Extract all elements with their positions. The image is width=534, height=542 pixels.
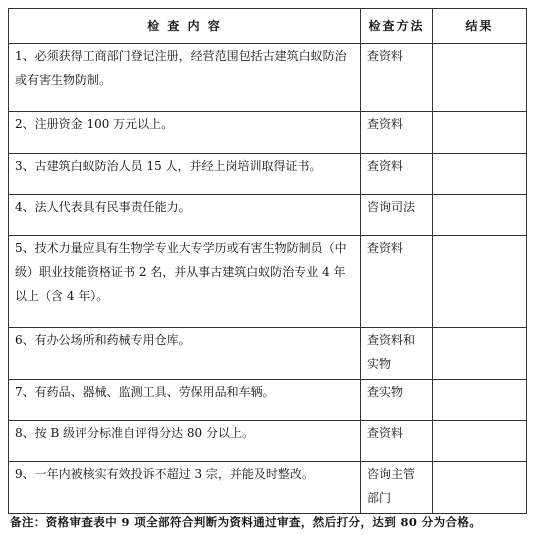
row-method: 查资料	[361, 44, 433, 112]
header-method: 检查方法	[361, 9, 433, 44]
table-row	[9, 112, 527, 154]
row-result	[433, 380, 527, 421]
row-result	[433, 112, 527, 154]
table-header-row	[9, 9, 527, 44]
row-method: 查资料	[361, 236, 433, 328]
table-row	[9, 195, 527, 236]
row-content: 3、古建筑白蚁防治人员 15 人，并经上岗培训取得证书。	[9, 154, 361, 195]
row-result	[433, 44, 527, 112]
table-row	[9, 380, 527, 421]
row-method: 查资料和实物	[361, 328, 433, 380]
row-content: 6、有办公场所和药械专用仓库。	[9, 328, 361, 380]
row-content: 4、法人代表具有民事责任能力。	[9, 195, 361, 236]
table-row	[9, 154, 527, 195]
inspection-table	[8, 8, 527, 514]
row-content: 7、有药品、器械、监测工具、劳保用品和车辆。	[9, 380, 361, 421]
table-row	[9, 236, 527, 328]
row-result	[433, 154, 527, 195]
row-result	[433, 328, 527, 380]
table-row	[9, 328, 527, 380]
header-result: 结果	[433, 9, 527, 44]
row-content: 1、必须获得工商部门登记注册，经营范围包括古建筑白蚁防治或有害生物防制。	[9, 44, 361, 112]
header-content: 检 查 内 容	[9, 9, 361, 44]
row-method: 查资料	[361, 154, 433, 195]
footnote: 备注：资格审查表中 9 项全部符合判断为资料通过审查，然后打分，达到 80 分为合格。	[10, 515, 482, 529]
row-content: 2、注册资金 100 万元以上。	[9, 112, 361, 154]
row-method: 查资料	[361, 112, 433, 154]
row-result	[433, 462, 527, 514]
row-method: 查资料	[361, 421, 433, 462]
row-content: 5、技术力量应具有生物学专业大专学历或有害生物防制员（中级）职业技能资格证书 2 名，并从事古建筑白蚁防治专业 4 年以上（含 4 年）。	[9, 236, 361, 328]
row-result	[433, 421, 527, 462]
row-method: 咨询主管部门	[361, 462, 433, 514]
table-row	[9, 462, 527, 514]
table-row	[9, 421, 527, 462]
row-content: 8、按 B 级评分标准自评得分达 80 分以上。	[9, 421, 361, 462]
row-method: 查实物	[361, 380, 433, 421]
row-result	[433, 195, 527, 236]
row-result	[433, 236, 527, 328]
row-method: 咨询司法	[361, 195, 433, 236]
row-content: 9、一年内被核实有效投诉不超过 3 宗，并能及时整改。	[9, 462, 361, 514]
table-row	[9, 44, 527, 112]
